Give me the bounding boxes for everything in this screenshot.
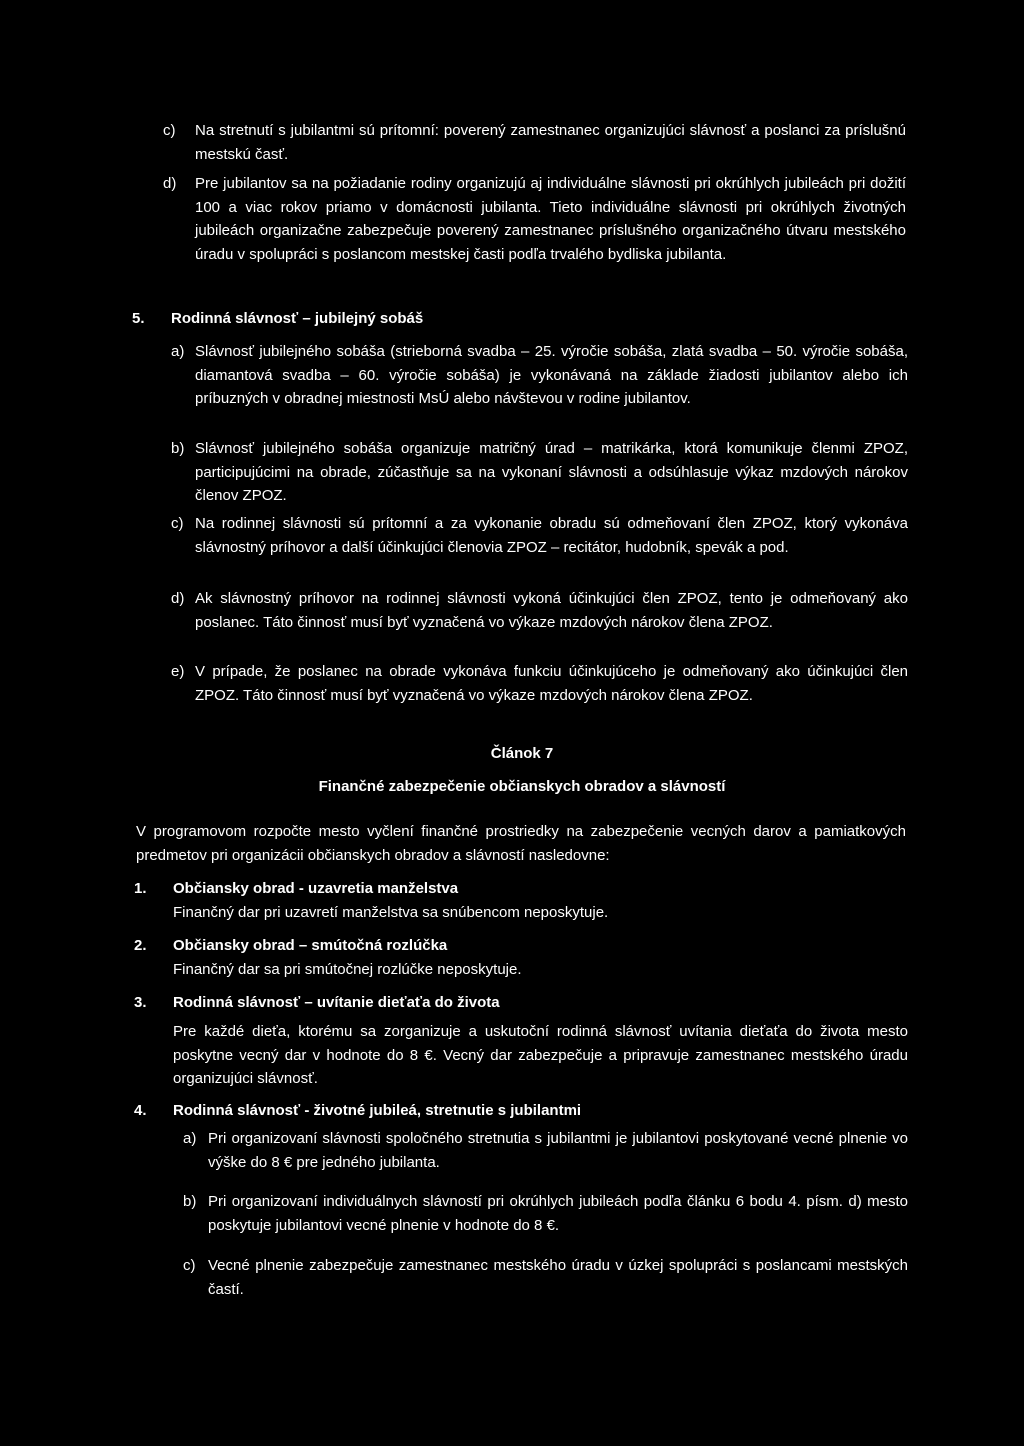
- list-marker: d): [171, 590, 185, 607]
- list-marker: c): [171, 515, 184, 532]
- list-item-text: Ak slávnostný príhovor na rodinnej slávnosti vykoná účinkujúci člen ZPOZ, tento je odmeňovaný ako poslanec. Táto činnosť musí byť vyznačená vo výkaze mzdových nárokov člena ZPOZ.: [195, 590, 908, 631]
- article-subheading: Finančné zabezpečenie občianskych obradov a slávností: [318, 778, 726, 795]
- list-item-d: [163, 172, 906, 266]
- section-title: Rodinná slávnosť – uvítanie dieťaťa do života: [173, 994, 500, 1011]
- list-item-4b: [183, 1190, 908, 1237]
- list-item-c: [163, 119, 906, 166]
- section-title: Rodinná slávnosť - životné jubileá, stretnutie s jubilantmi: [173, 1102, 582, 1119]
- article-intro: V programovom rozpočte mesto vyčlení finančné prostriedky na zabezpečenie vecných darov a pamiatkových predmetov pri organizácii občianskych obradov a slávností nasledovne:: [136, 823, 906, 864]
- section-heading-5: [132, 307, 912, 331]
- section-title: Rodinná slávnosť – jubilejný sobáš: [171, 310, 424, 327]
- list-marker: e): [171, 663, 185, 680]
- list-marker: b): [183, 1193, 197, 1210]
- list-marker: c): [183, 1257, 196, 1274]
- section-number: 4.: [134, 1102, 147, 1119]
- article-section-1: [134, 877, 914, 901]
- list-marker: d): [163, 175, 177, 192]
- list-item-text: Slávnosť jubilejného sobáša organizuje matričný úrad – matrikárka, ktorá komunikuje členmi ZPOZ, participujúcimi na obrade, zúčastňuje sa na vykonaní slávnosti a odsúhlasuje výkaz mzdových nárokov členov ZPOZ.: [195, 440, 908, 504]
- list-item-text: Na stretnutí s jubilantmi sú prítomní: poverený zamestnanec organizujúci slávnosť a poslanci za príslušnú mestskú časť.: [195, 122, 906, 163]
- list-item-text: Pri organizovaní slávnosti spoločného stretnutia s jubilantmi je jubilantovi poskytované vecné plnenie vo výške do 8 € pre jedného jubilanta.: [208, 1130, 908, 1171]
- list-item-text: Slávnosť jubilejného sobáša (strieborná svadba – 25. výročie sobáša, zlatá svadba – 50. výročie sobáša, diamantová svadba – 60. výročie sobáša) je vykonávaná na základe žiadosti jubilantov alebo ich príbuzných v obradnej miestnosti MsÚ alebo návštevou v rodine jubilantov.: [195, 343, 908, 407]
- list-marker: a): [171, 343, 185, 360]
- list-marker: a): [183, 1130, 197, 1147]
- list-item-text: Na rodinnej slávnosti sú prítomní a za vykonanie obradu sú odmeňovaní člen ZPOZ, ktorý vykonáva slávnostný príhovor a další účinkujúci členovia ZPOZ – recitátor, hudobník, spevák a pod.: [195, 515, 908, 556]
- list-item-text: V prípade, že poslanec na obrade vykonáva funkciu účinkujúceho je odmeňovaný ako účinkujúci člen ZPOZ. Táto činnosť musí byť vyznačená vo výkaze mzdových nárokov člena ZPOZ.: [195, 663, 908, 704]
- section-text: Pre každé dieťa, ktorému sa zorganizuje a uskutoční rodinná slávnosť uvítania dieťaťa do života mesto poskytne vecný dar v hodnote do 8 €. Vecný dar zabezpečuje a pripravuje zamestnanec mestského úradu organizujúci slávnosť.: [173, 1023, 908, 1087]
- list-item-5e: [171, 660, 908, 707]
- section-number: 1.: [134, 880, 147, 897]
- section-number: 3.: [134, 994, 147, 1011]
- list-item-4c: [183, 1254, 908, 1301]
- article-section-4: [134, 1099, 914, 1123]
- section-title: Občiansky obrad - uzavretia manželstva: [173, 880, 459, 897]
- list-marker: b): [171, 440, 185, 457]
- list-marker: c): [163, 122, 176, 139]
- article-section-3: [134, 991, 914, 1015]
- list-item-4a: [183, 1127, 908, 1174]
- list-item-5a: [171, 340, 908, 411]
- list-item-text: Pre jubilantov sa na požiadanie rodiny organizujú aj individuálne slávnosti pri okrúhlych jubileách pri dožití 100 a viac rokov priamo v domácnosti jubilanta. Tieto individuálne slávnosti pri okrúhlych životných jubileách organizačne zabezpečuje poverený zamestnanec príslušného organizačného útvaru mestského úradu v spolupráci s poslancom mestskej časti podľa trvalého bydliska jubilanta.: [195, 175, 906, 263]
- list-item-text: Vecné plnenie zabezpečuje zamestnanec mestského úradu v úzkej spolupráci s poslancami mestských častí.: [208, 1257, 908, 1298]
- list-item-5d: [171, 587, 908, 634]
- list-item-5b: [171, 437, 908, 508]
- section-text: Finančný dar pri uzavretí manželstva sa snúbencom neposkytuje.: [173, 904, 609, 921]
- list-item-text: Pri organizovaní individuálnych slávností pri okrúhlych jubileách podľa článku 6 bodu 4. písm. d) mesto poskytuje jubilantovi vecné plnenie v hodnote do 8 €.: [208, 1193, 908, 1234]
- list-item-5c: [171, 512, 908, 559]
- section-text: Finančný dar sa pri smútočnej rozlúčke neposkytuje.: [173, 961, 522, 978]
- section-number: 2.: [134, 937, 147, 954]
- section-title: Občiansky obrad – smútočná rozlúčka: [173, 937, 448, 954]
- article-heading: Článok 7: [490, 745, 554, 762]
- section-number: 5.: [132, 310, 145, 327]
- article-section-2: [134, 934, 914, 958]
